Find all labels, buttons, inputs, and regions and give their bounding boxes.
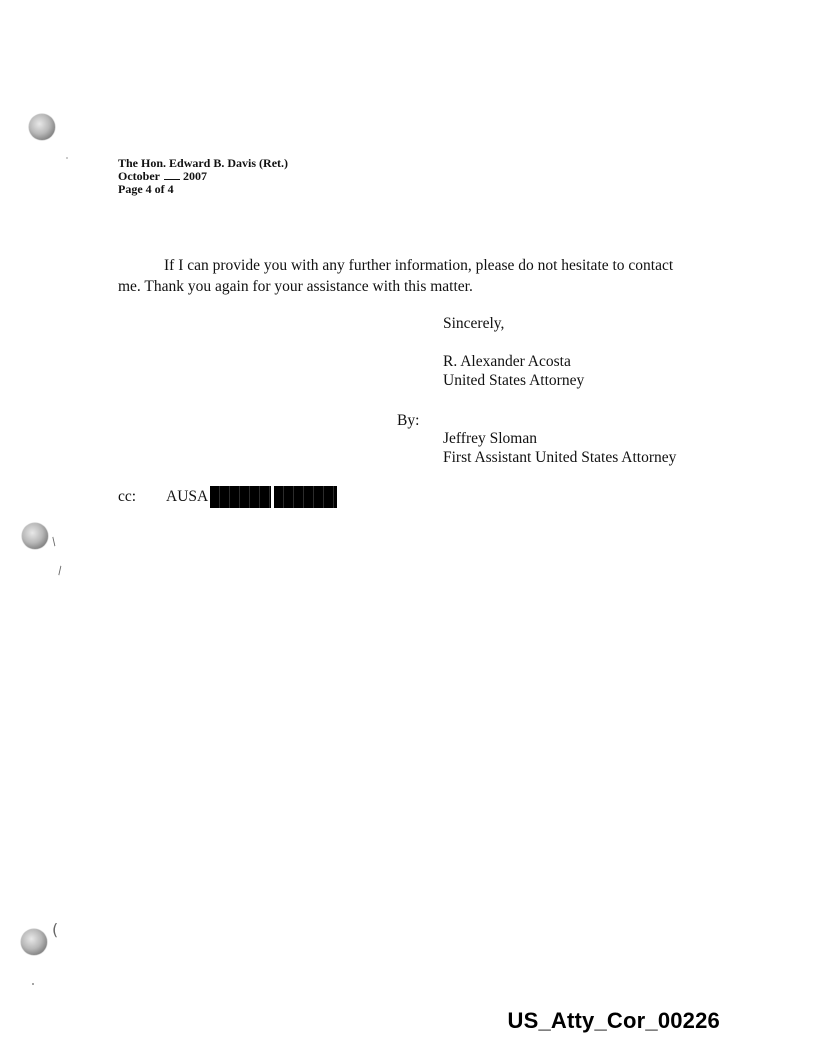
signer-title: United States Attorney — [443, 372, 585, 389]
recipient-line: The Hon. Edward B. Davis (Ret.) — [118, 156, 289, 170]
bates-number: US_Atty_Cor_00226 — [507, 1008, 720, 1033]
page-number: Page 4 of 4 — [118, 182, 174, 196]
salutation: Sincerely, — [443, 315, 505, 332]
redaction-block-last-name — [274, 486, 337, 508]
punch-hole-middle — [22, 523, 48, 549]
by-label: By: — [397, 412, 420, 429]
body-line-1: If I can provide you with any further information, please do not hesitate to contact — [164, 257, 674, 274]
cc-label: cc: — [118, 488, 137, 505]
date-year: 2007 — [182, 169, 207, 183]
scan-speck — [32, 983, 34, 985]
scan-mark: / — [48, 534, 59, 549]
punch-hole-top — [29, 114, 55, 140]
scan-speck — [66, 157, 68, 159]
body-paragraph — [118, 255, 728, 297]
date-day-blank — [164, 170, 180, 180]
scan-mark: \ — [54, 563, 65, 578]
scan-mark: ( — [52, 920, 59, 939]
letter-header — [118, 157, 288, 196]
body-line-2: me. Thank you again for your assistance with this matter. — [118, 278, 473, 295]
punch-hole-bottom — [21, 929, 47, 955]
redaction-block-first-name — [210, 486, 271, 508]
cc-line — [118, 486, 337, 508]
agent-name: Jeffrey Sloman — [443, 430, 537, 447]
date-month: October — [118, 169, 160, 183]
signature-block — [443, 352, 584, 390]
agent-title: First Assistant United States Attorney — [443, 449, 677, 466]
cc-recipient-prefix: AUSA — [166, 488, 209, 505]
agent-signature-block — [443, 429, 676, 467]
signer-name: R. Alexander Acosta — [443, 353, 571, 370]
